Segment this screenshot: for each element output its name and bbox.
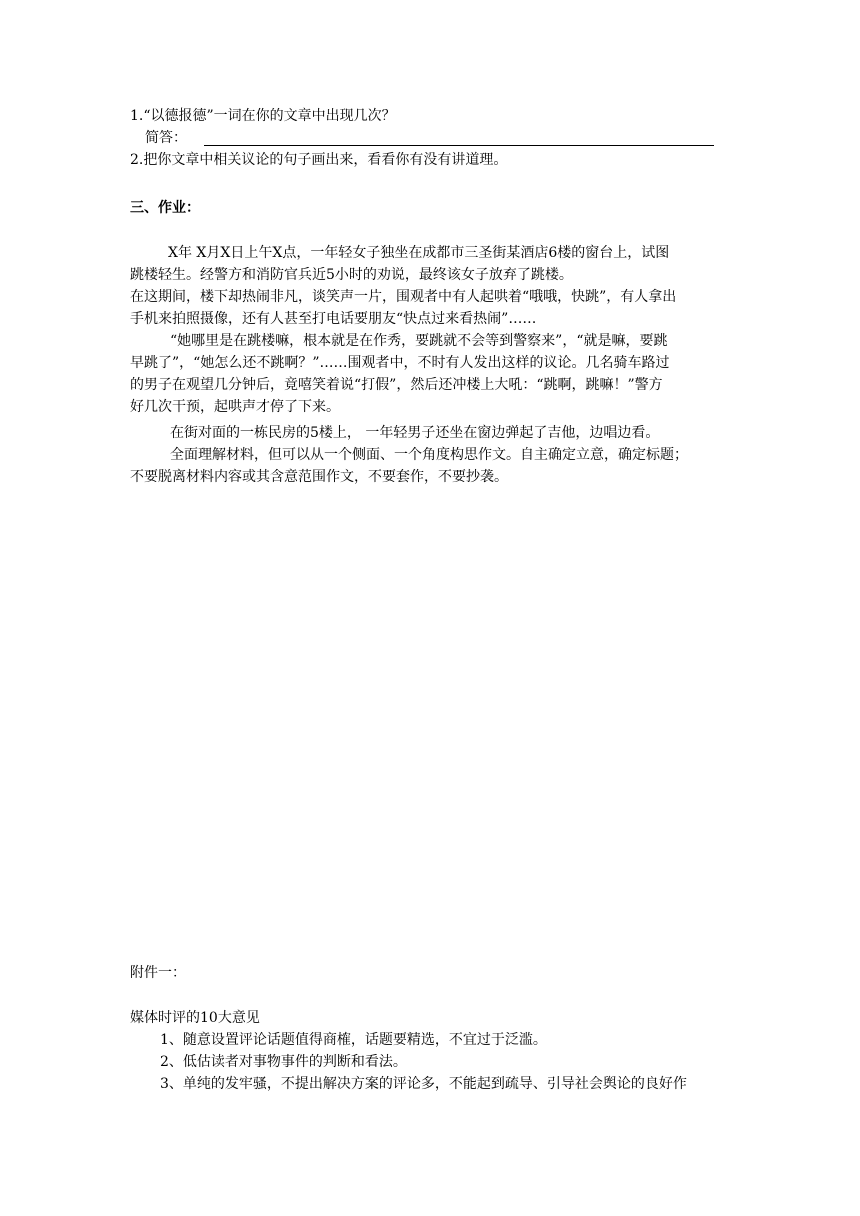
appendix-title: 媒体时评的10大意见	[130, 1010, 260, 1026]
answer-label: 简答：	[145, 130, 187, 146]
question-1: 1.“以德报德”一词在你的文章中出现几次？	[130, 108, 396, 124]
homework-line: 手机来拍照摄像，还有人甚至打电话要朋友“快点过来看热闹”……	[130, 311, 537, 327]
homework-line: 好几次干预，起哄声才停了下来。	[130, 399, 340, 415]
question-2: 2.把你文章中相关议论的句子画出来，看看你有没有讲道理。	[130, 152, 508, 168]
homework-line: 跳楼轻生。经警方和消防官兵近5小时的劝说，最终该女子放弃了跳楼。	[130, 267, 573, 283]
homework-line: 在街对面的一栋民房的5楼上， 一年轻男子还坐在窗边弹起了吉他，边唱边看。	[170, 425, 660, 441]
homework-line: 早跳了”，“她怎么还不跳啊？”……围观者中，不时有人发出这样的议论。几名骑车路过	[130, 355, 670, 371]
homework-line: “她哪里是在跳楼嘛，根本就是在作秀，要跳就不会等到警察来”，“就是嘛，要跳	[170, 333, 668, 349]
homework-line: X年 X月X日上午X点，一年轻女子独坐在成都市三圣街某酒店6楼的窗台上，试图	[168, 245, 670, 261]
appendix-heading: 附件一：	[130, 965, 186, 981]
appendix-item: 3、单纯的发牢骚，不提出解决方案的评论多，不能起到疏导、引导社会舆论的良好作	[160, 1076, 687, 1092]
homework-line: 在这期间，楼下却热闹非凡，谈笑声一片，围观者中有人起哄着“哦哦，快跳”，有人拿出	[130, 289, 677, 305]
appendix-item: 2、低估读者对事物事件的判断和看法。	[160, 1054, 407, 1070]
answer-line	[204, 145, 714, 146]
homework-line: 不要脱离材料内容或其含意范围作文，不要套作，不要抄袭。	[130, 469, 508, 485]
appendix-item: 1、随意设置评论话题值得商榷，话题要精选，不宜过于泛滥。	[160, 1032, 547, 1048]
homework-heading: 三、作业：	[130, 200, 200, 216]
homework-line: 全面理解材料，但可以从一个侧面、一个角度构思作文。自主确定立意，确定标题；	[170, 447, 688, 463]
homework-line: 的男子在观望几分钟后，竟嘻笑着说“打假”，然后还冲楼上大吼：“跳啊，跳嘛！”警方	[130, 377, 663, 393]
